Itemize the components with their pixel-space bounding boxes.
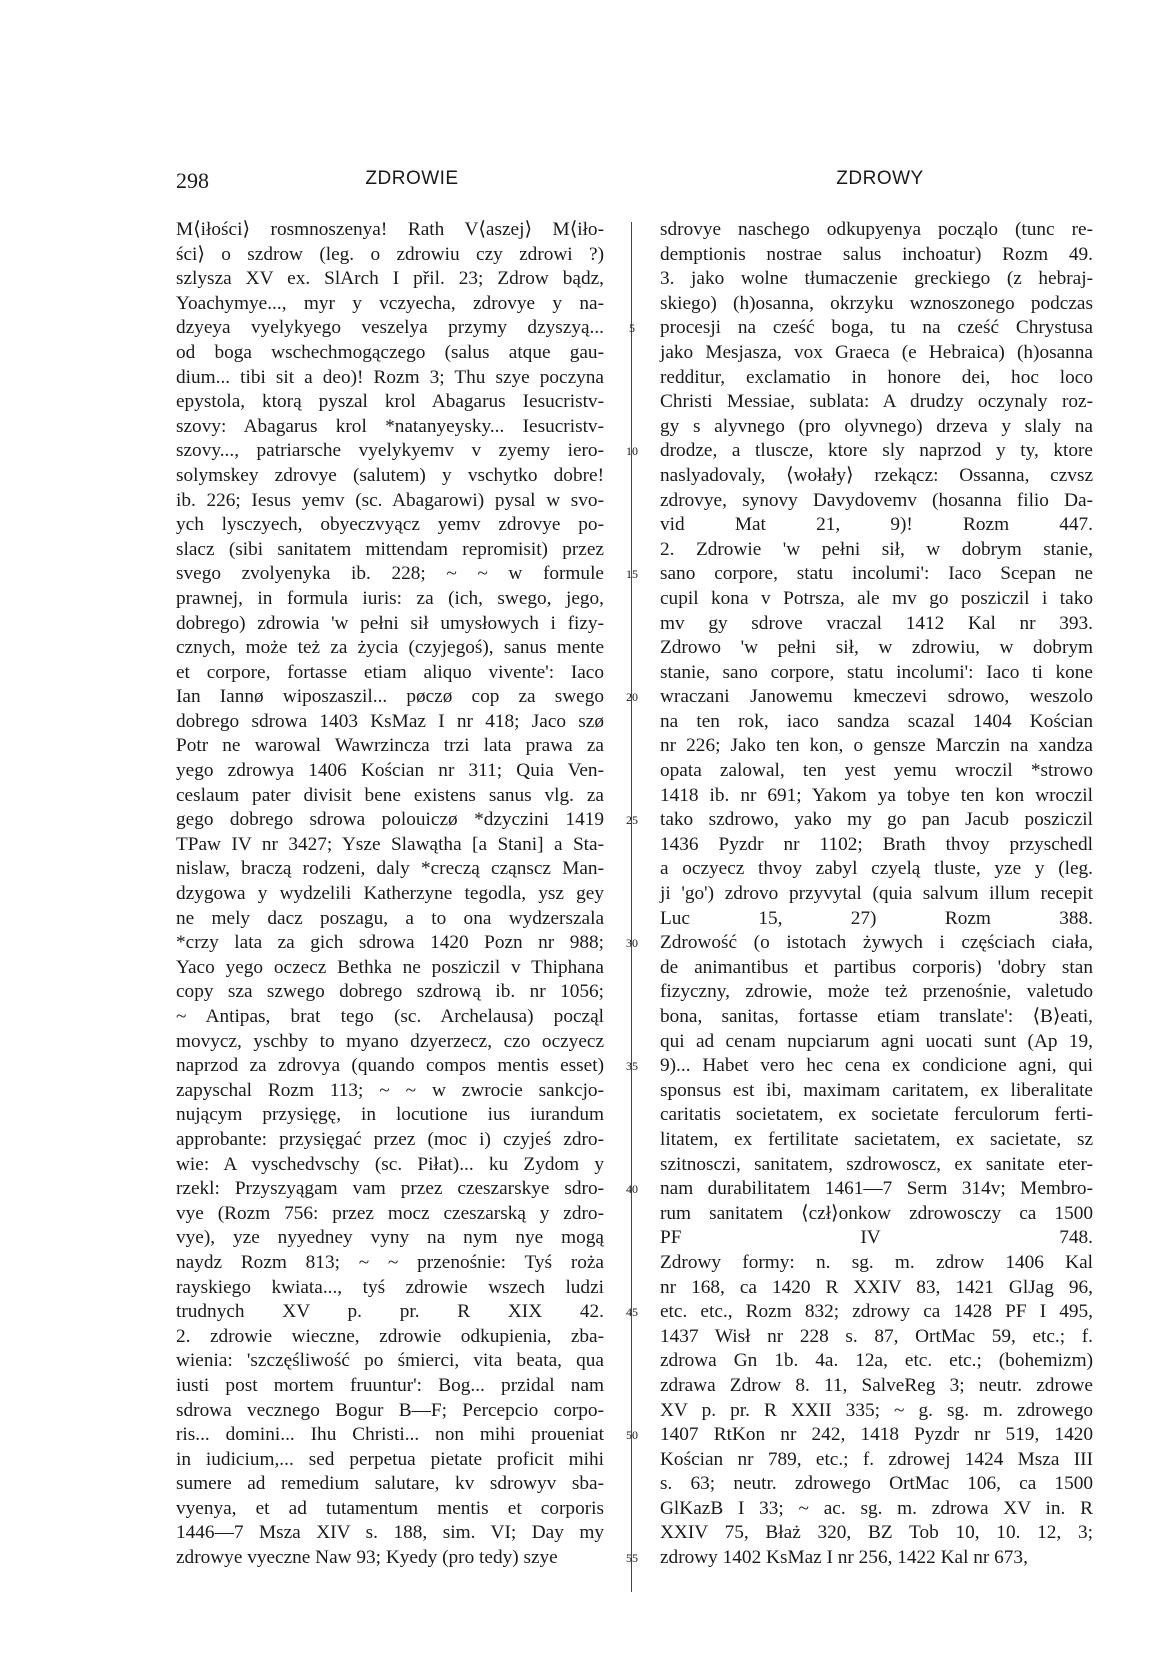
text-line: rzekl: Przyszyągam vam przez czeszarskye sdro- [176, 1178, 604, 1200]
text-line: szlysza XV ex. SlArch I přil. 23; Zdrow bądz, [176, 268, 604, 290]
text-line: wie: A vyschedvschy (sc. Piłat)... ku Zydom y [176, 1153, 604, 1175]
text-line: fizyczny, zdrowie, może też przenośnie, valetudo [660, 981, 1093, 1003]
text-line: zdrowy 1402 KsMaz I nr 256, 1422 Kal nr 673, [660, 1547, 1028, 1569]
line-number: 10 [626, 444, 638, 459]
text-line: rum sanitatem ⟨czł⟩onkow zdrowosczy ca 1500 [660, 1202, 1093, 1224]
text-line: redditur, exclamatio in honore dei, hoc loco [660, 366, 1093, 388]
text-line: zdrowye vyeczne Naw 93; Kyedy (pro tedy) szye [176, 1547, 558, 1569]
text-line: Christi Messiae, sublata: A drudzy oczynaly roz- [660, 391, 1093, 413]
text-line: mv gy sdrove vraczal 1412 Kal nr 393. [660, 612, 1093, 634]
text-line: Yaco yego oczecz Bethka ne posziczil v Thiphana [176, 956, 604, 978]
text-line: dobrego sdrowa 1403 KsMaz I nr 418; Jaco szø [176, 710, 604, 732]
text-line: litatem, ex fertilitate sacietatem, ex sacietate, sz [660, 1128, 1093, 1150]
text-line: etc. etc., Rozm 832; zdrowy ca 1428 PF I 495, [660, 1301, 1093, 1323]
text-line: na ten rok, iaco sandza scazal 1404 Kościan [660, 710, 1093, 732]
line-number: 30 [626, 936, 638, 951]
text-line: XXIV 75, Błaż 320, BZ Tob 10, 10. 12, 3; [660, 1522, 1093, 1544]
text-line: caritatis societatem, ex societate ferculorum ferti- [660, 1104, 1093, 1126]
text-line: Zdrowy formy: n. sg. m. zdrow 1406 Kal [660, 1251, 1093, 1273]
text-line: dium... tibi sit a deo)! Rozm 3; Thu szye poczyna [176, 366, 604, 388]
text-line: trudnych XV p. pr. R XIX 42. [176, 1301, 604, 1323]
text-line: *crzy lata za gich sdrowa 1420 Pozn nr 988; [176, 932, 604, 954]
text-line: prawnej, in formula iuris: za (ich, swego, jego, [176, 587, 604, 609]
page-number: 298 [176, 168, 209, 193]
text-line: cznych, może też za życia (czyjegoś), sanus mente [176, 637, 604, 659]
text-line: ris... domini... Ihu Christi... non mihi proueniat [176, 1424, 604, 1446]
left-column [176, 218, 604, 1571]
text-line: a oczyecz thvoy zabyl czyelą tluste, yze y (leg. [660, 858, 1093, 880]
text-line: szitnosczi, sanitatem, szdrowoscz, ex sanitate eter- [660, 1153, 1093, 1175]
text-line: ~ Antipas, brat tego (sc. Archelausa) począl [176, 1006, 604, 1027]
text-line: sano corpore, statu incolumi': Iaco Scepan ne [660, 563, 1093, 585]
text-line: ne mely dacz poszagu, a to ona wydzerszala [176, 907, 604, 929]
line-number: 5 [629, 321, 635, 336]
text-line: s. 63; neutr. zdrowego OrtMac 106, ca 1500 [660, 1473, 1093, 1495]
text-line: 1437 Wisł nr 228 s. 87, OrtMac 59, etc.; f. [660, 1325, 1093, 1347]
text-line: gego dobrego sdrowa polouiczø *dzyczini 1419 [176, 809, 604, 831]
text-line: 3. jako wolne tłumaczenie greckiego (z hebraj- [660, 268, 1093, 290]
text-line: cupil kona v Potrsza, ale mv go posziczil i tako [660, 587, 1093, 609]
text-line: Luc 15, 27) Rozm 388. [660, 907, 1093, 929]
text-line: rayskiego kwiata..., tyś zdrowie wszech ludzi [176, 1276, 604, 1298]
running-header-left: ZDROWIE [365, 168, 459, 189]
text-line: procesji na cześć boga, tu na cześć Chrystusa [660, 317, 1093, 339]
text-line: nr 168, ca 1420 R XXIV 83, 1421 GlJag 96, [660, 1276, 1093, 1298]
text-line: sumere ad remedium salutare, kv sdrowyv sba- [176, 1473, 604, 1495]
column-divider [631, 222, 632, 1592]
text-line: vyenya, et ad tutamentum mentis et corporis [176, 1497, 604, 1519]
text-line: ych lysczyech, obyeczvyącz yemv zdrovye po- [176, 514, 604, 536]
text-line: Kościan nr 789, etc.; f. zdrowej 1424 Msza III [660, 1448, 1093, 1470]
text-line: opata zalowal, ten yest yemu wroczil *strowo [660, 760, 1093, 782]
text-line: 9)... Habet vero hec cena ex condicione agni, qui [660, 1055, 1093, 1077]
text-line: 1418 ib. nr 691; Yakom ya tobye ten kon wroczil [660, 784, 1093, 806]
text-line: svego zvolyenyka ib. 228; ~ ~ w formule [176, 563, 604, 585]
right-column [660, 218, 1093, 1571]
text-line: ści⟩ o szdrow (leg. o zdrowiu czy zdrowi ?) [176, 243, 604, 265]
text-line: 1436 Pyzdr nr 1102; Brath thvoy przyschedl [660, 833, 1093, 855]
text-line: vye (Rozm 756: przez mocz czeszarską y zdro- [176, 1202, 604, 1224]
text-line: 2. zdrowie wieczne, zdrowie odkupienia, zba- [176, 1325, 604, 1347]
text-line: od boga wschechmogączego (salus atque gau- [176, 341, 604, 363]
text-line: zdrawa Zdrow 8. 11, SalveReg 3; neutr. zdrowe [660, 1374, 1093, 1396]
line-number: 55 [626, 1551, 638, 1566]
text-line: XV p. pr. R XXII 335; ~ g. sg. m. zdrowego [660, 1399, 1093, 1421]
text-line: 1407 RtKon nr 242, 1418 Pyzdr nr 519, 1420 [660, 1424, 1093, 1446]
text-line: nislaw, braczą rodzeni, daly *creczą cząnscz Man- [176, 858, 604, 880]
text-line: de animantibus et partibus corporis) 'dobry stan [660, 956, 1093, 978]
text-line: 1446—7 Msza XIV s. 188, sim. VI; Day my [176, 1522, 604, 1544]
text-line: szovy: Abagarus krol *natanyeysky... Iesucristv- [176, 415, 604, 437]
text-line: epystola, ktorą pyszal krol Abagarus Iesucristv- [176, 391, 604, 413]
text-line: Potr ne warowal Wawrzincza trzi lata prawa za [176, 735, 604, 757]
text-line: iusti post mortem fruuntur': Bog... przidal nam [176, 1374, 604, 1396]
text-line: naydz Rozm 813; ~ ~ przenośnie: Tyś roża [176, 1251, 604, 1273]
line-number: 20 [626, 690, 638, 705]
text-line: wienia: 'szczęśliwość po śmierci, vita beata, qua [176, 1350, 604, 1372]
text-line: movycz, yschby to myano dzyerzecz, czo oczyecz [176, 1030, 604, 1052]
text-line: sponsus est ibi, maximam caritatem, ex liberalitate [660, 1079, 1093, 1101]
text-line: PF IV 748. [660, 1227, 1093, 1249]
text-line: zapyschal Rozm 113; ~ ~ w zwrocie sankcjo- [176, 1079, 604, 1101]
text-line: ceslaum pater divisit bene existens sanus vlg. za [176, 784, 604, 806]
text-line: Ian Iannø wiposzaszil... pøczø cop za swego [176, 686, 604, 708]
text-line: bona, sanitas, fortasse etiam translate': ⟨B⟩eati, [660, 1006, 1093, 1027]
text-line: demptionis nostrae salus inchoatur) Rozm 49. [660, 243, 1093, 265]
text-line: slacz (sibi sanitatem mittendam repromisit) przez [176, 538, 604, 560]
running-header-right: ZDROWY [836, 168, 924, 189]
text-line: sdrowa vecznego Bogur B—F; Percepcio corpo- [176, 1399, 604, 1421]
text-line: et corpore, fortasse etiam aliquo vivente': Iaco [176, 661, 604, 683]
text-line: zdrowa Gn 1b. 4a. 12a, etc. etc.; (bohemizm) [660, 1350, 1093, 1372]
text-line: stanie, sano corpore, statu incolumi': Iaco ti kone [660, 661, 1093, 683]
text-line: Zdrowo 'w pełni sił, w zdrowiu, w dobrym [660, 637, 1093, 659]
text-line: naslyadovaly, ⟨wołały⟩ rzekącz: Ossanna, czvsz [660, 464, 1093, 486]
text-line: 2. Zdrowie 'w pełni sił, w dobrym stanie, [660, 538, 1093, 560]
text-line: dzyeya vyelykyego veszelya przymy dzyszyą... [176, 317, 604, 339]
text-line: wraczani Janowemu kmeczevi sdrowo, weszolo [660, 686, 1093, 708]
text-line: approbante: przysięgać przez (moc i) czyjeś zdro- [176, 1128, 604, 1150]
text-line: Yoachymye..., myr y vczyecha, zdrovye y na- [176, 292, 604, 314]
line-number: 15 [626, 567, 638, 582]
text-line: gy s alyvnego (pro olyvnego) drzeva y slaly na [660, 415, 1093, 437]
text-line: szovy..., patriarsche vyelykyemv v zyemy iero- [176, 440, 604, 462]
line-number: 50 [626, 1428, 638, 1443]
text-line: Zdrowość (o istotach żywych i częściach ciała, [660, 932, 1093, 954]
text-line: vid Mat 21, 9)! Rozm 447. [660, 514, 1093, 536]
line-number: 45 [626, 1305, 638, 1320]
text-line: naprzod za zdrovya (quando compos mentis esset) [176, 1055, 604, 1077]
text-line: nr 226; Jako ten kon, o gensze Marczin na xandza [660, 735, 1093, 757]
text-line: drodze, a tluscze, ktore sly naprzod y ty, ktore [660, 440, 1093, 462]
line-number: 40 [626, 1182, 638, 1197]
text-line: skiego) (h)osanna, okrzyku wznoszonego podczas [660, 292, 1093, 314]
text-line: jako Mesjasza, vox Graeca (e Hebraica) (h)osanna [660, 341, 1093, 363]
text-line: ji 'go') zdrovo przyvytal (quia salvum illum recepit [660, 883, 1093, 905]
text-line: M⟨iłości⟩ rosmnoszenya! Rath V⟨aszej⟩ M⟨iło- [176, 219, 604, 240]
text-line: dzygowa y wydzelili Katherzyne tegodla, ysz gey [176, 883, 604, 905]
text-line: ib. 226; Iesus yemv (sc. Abagarowi) pysal w svo- [176, 489, 604, 511]
text-line: yego zdrowya 1406 Kościan nr 311; Quia Ven- [176, 760, 604, 782]
text-line: GlKazB I 33; ~ ac. sg. m. zdrowa XV in. R [660, 1497, 1093, 1519]
line-number: 25 [626, 813, 638, 828]
text-line: solymskey zdrovye (salutem) y vschytko dobre! [176, 464, 604, 486]
text-line: copy sza szwego dobrego szdrową ib. nr 1056; [176, 981, 604, 1003]
text-line: TPaw IV nr 3427; Ysze Slawątha [a Stani] a Sta- [176, 833, 604, 855]
text-line: qui ad cenam nupciarum agni uocati sunt (Ap 19, [660, 1030, 1093, 1052]
text-line: sdrovye naschego odkupyenya począlo (tunc re- [660, 219, 1093, 240]
text-line: nam durabilitatem 1461—7 Serm 314v; Membro- [660, 1178, 1093, 1200]
text-line: tako szdrowo, yako my go pan Jacub posziczil [660, 809, 1093, 831]
text-line: dobrego) zdrowia 'w pełni sił umysłowych i fizy- [176, 612, 604, 634]
line-number: 35 [626, 1059, 638, 1074]
text-line: vye), yze nyyedney vyny na nym nye mogą [176, 1227, 604, 1249]
text-line: nującym przysięgę, in locutione ius iurandum [176, 1104, 604, 1126]
text-line: in iudicium,... sed perpetua pietate proficit mihi [176, 1448, 604, 1470]
text-line: zdrovye, synovy Davydovemv (hosanna filio Da- [660, 489, 1093, 511]
